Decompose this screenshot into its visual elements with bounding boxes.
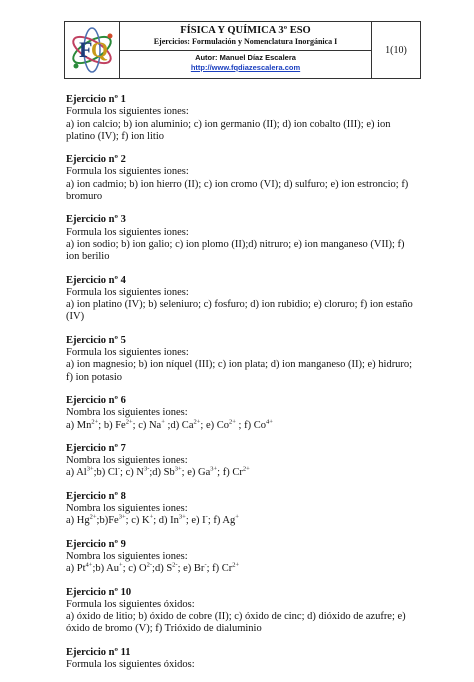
ion-charge: 2-	[146, 561, 153, 569]
exercise-title: Ejercicio nº 10	[66, 586, 132, 598]
ion-charge: 3+	[210, 465, 218, 473]
exercise-title: Ejercicio nº 11	[66, 646, 131, 658]
ion-charge: 2+	[89, 513, 97, 521]
exercise-instruction: Formula los siguientes iones:	[66, 166, 189, 178]
svg-text:F: F	[79, 37, 93, 62]
exercise-text: a) óxido de litio; b) óxido de cobre (II); c) óxido de cinc; d) dióxido de azufre; e) óxido de bromo (V); f) Trióxido de dialuminio	[66, 611, 406, 635]
exercise-instruction: Formula los siguientes iones:	[66, 106, 189, 118]
ion-charge: -	[205, 513, 208, 521]
title-cell	[120, 22, 372, 78]
exercise-text: a) ion platino (IV); b) seleniuro; c) fosfuro; d) ion rubidio; e) cloruro; f) ion estaño (IV)	[66, 299, 413, 323]
exercise-block	[66, 94, 416, 143]
header-table	[64, 21, 421, 79]
exercise-block	[66, 275, 416, 324]
exercise-block	[66, 335, 416, 384]
ion-list	[66, 563, 416, 575]
ion-charge: 2+	[242, 465, 250, 473]
ion-symbol: f) Co	[244, 419, 266, 431]
ion-charge: 4+	[85, 561, 93, 569]
ion-symbol: a) Al	[66, 467, 87, 479]
exercise-instruction: Formula los siguientes óxidos:	[66, 658, 195, 670]
ion-charge: 2+	[91, 418, 99, 426]
ion-separator: ;	[152, 563, 155, 575]
exercise-list	[66, 94, 416, 682]
ion-separator: ;	[185, 515, 192, 527]
ion-symbol: b) Au	[95, 563, 120, 575]
exercise-text: a) ion calcio; b) ion aluminio; c) ion germanio (II); d) ion cobalto (III); e) ion platino (IV); f) ion litio	[66, 118, 391, 142]
exercise-instruction: Nombra los siguientes iones:	[66, 503, 188, 515]
exercise-instruction: Formula los siguientes iones:	[66, 347, 189, 359]
ion-list	[66, 420, 416, 432]
ion-charge: 2+	[232, 561, 240, 569]
exercise-instruction: Nombra los siguientes iones:	[66, 455, 188, 467]
exercise-block	[66, 154, 416, 203]
ion-list	[66, 515, 416, 527]
ion-separator: ;	[164, 419, 171, 431]
exercise-title: Ejercicio nº 7	[66, 442, 126, 454]
ion-list	[66, 467, 416, 479]
ion-symbol: c) O	[128, 563, 147, 575]
page-number: 1(10)	[385, 44, 407, 56]
website-link[interactable]: http://www.fqdiazescalera.com	[190, 63, 301, 72]
ion-separator: ;	[206, 563, 213, 575]
ion-symbol: e) Br	[183, 563, 205, 575]
exercise-block	[66, 587, 416, 636]
ion-charge: 3+	[118, 513, 126, 521]
ion-charge: -	[117, 465, 121, 473]
doc-title: FÍSICA Y QUÍMICA 3º ESO	[180, 25, 311, 36]
logo-cell	[65, 22, 120, 78]
ion-symbol: c) N	[125, 467, 144, 479]
exercise-instruction: Nombra los siguientes iones:	[66, 407, 188, 419]
exercise-block	[66, 214, 416, 263]
exercise-block	[66, 491, 416, 528]
ion-separator: ;	[207, 515, 214, 527]
ion-separator: ;	[122, 563, 129, 575]
doc-subtitle: Ejercicios: Formulación y Nomenclatura Inorgánica I	[153, 37, 338, 46]
exercise-title: Ejercicio nº 1	[66, 94, 126, 105]
ion-symbol: c) Na	[138, 419, 162, 431]
ion-charge: 4+	[265, 418, 273, 426]
ion-symbol: d) S	[154, 563, 173, 575]
ion-charge: 3+	[174, 465, 182, 473]
author-name: Autor: Manuel Díaz Escalera	[195, 53, 296, 62]
exercise-title: Ejercicio nº 6	[66, 394, 126, 406]
ion-charge: +	[235, 513, 239, 521]
ion-symbol: e) I	[191, 515, 206, 527]
exercise-title: Ejercicio nº 8	[66, 490, 126, 502]
ion-separator: ;d)	[149, 467, 164, 479]
exercise-block	[66, 539, 416, 576]
author-block	[120, 51, 371, 78]
ion-symbol: d) Ca	[170, 419, 194, 431]
ion-symbol: a) Hg	[66, 515, 90, 527]
ion-charge: 2+	[229, 418, 236, 426]
exercise-instruction: Formula los siguientes iones:	[66, 286, 189, 298]
exercise-block	[66, 395, 416, 432]
exercise-text: a) ion cadmio; b) ion hierro (II); c) ion cromo (VI); d) sulfuro; e) ion estroncio; f) bromuro	[66, 178, 409, 203]
ion-separator: ;	[93, 467, 97, 479]
exercise-text: a) ion sodio; b) ion galio; c) ion plomo (II);d) nitruro; e) ion manganeso (VII); f) ion berilio	[66, 238, 405, 263]
ion-symbol: f) Ag	[213, 515, 236, 527]
ion-symbol: b) Cl	[96, 467, 118, 479]
ion-separator: ;	[181, 467, 188, 479]
ion-symbol: a) Pt	[66, 563, 86, 575]
ion-separator: ;	[98, 419, 104, 431]
exercise-title: Ejercicio nº 2	[66, 154, 126, 166]
ion-charge: 2-	[172, 561, 178, 569]
ion-charge: 3-	[143, 465, 150, 473]
ion-separator: ;	[235, 419, 245, 431]
ion-charge: 3+	[86, 465, 94, 473]
ion-charge: 3+	[178, 513, 186, 521]
title-block	[120, 22, 371, 51]
exercise-block	[66, 443, 416, 480]
exercise-title: Ejercicio nº 9	[66, 538, 126, 550]
ion-separator: ;	[132, 419, 139, 431]
svg-text:Q: Q	[91, 37, 109, 62]
exercise-title: Ejercicio nº 5	[66, 334, 126, 346]
ion-charge: 2+	[125, 418, 133, 426]
ion-separator: ;	[125, 515, 132, 527]
ion-symbol: e) Ga	[187, 467, 211, 479]
ion-symbol: d) In	[158, 515, 179, 527]
ion-symbol: e) Co	[205, 419, 229, 431]
ion-separator: ;	[153, 515, 159, 527]
ion-symbol: a) Mn	[66, 419, 92, 431]
ion-separator: ;	[92, 563, 96, 575]
exercise-title: Ejercicio nº 4	[66, 274, 126, 286]
ion-separator: ;b)	[96, 515, 109, 527]
ion-symbol: c) K	[131, 515, 150, 527]
ion-symbol: Sb	[163, 467, 175, 479]
ion-symbol: f) Cr	[222, 467, 243, 479]
exercise-block	[66, 647, 416, 672]
exercise-instruction: Formula los siguientes óxidos:	[66, 598, 195, 610]
ion-charge: 2+	[193, 418, 201, 426]
ion-charge: +	[149, 513, 154, 521]
ion-symbol: b) Fe	[103, 419, 126, 431]
ion-separator: ;	[200, 419, 206, 431]
exercise-title: Ejercicio nº 3	[66, 214, 126, 226]
exercise-instruction: Formula los siguientes iones:	[66, 226, 189, 238]
ion-charge: -	[204, 561, 207, 569]
ion-symbol: Fe	[108, 515, 119, 527]
ion-separator: ;	[120, 467, 126, 479]
fq-atom-logo-icon	[68, 24, 116, 76]
exercise-text: a) ion magnesio; b) ion níquel (III); c) ion plata; d) ion manganeso (II); e) hidruro; f) ion potasio	[66, 359, 413, 383]
ion-charge: +	[161, 418, 165, 426]
ion-separator: ;	[217, 467, 223, 479]
ion-symbol: f) Cr	[212, 563, 233, 575]
ion-separator: ;	[177, 563, 184, 575]
exercise-instruction: Nombra los siguientes iones:	[66, 550, 188, 562]
ion-charge: +	[119, 561, 123, 569]
